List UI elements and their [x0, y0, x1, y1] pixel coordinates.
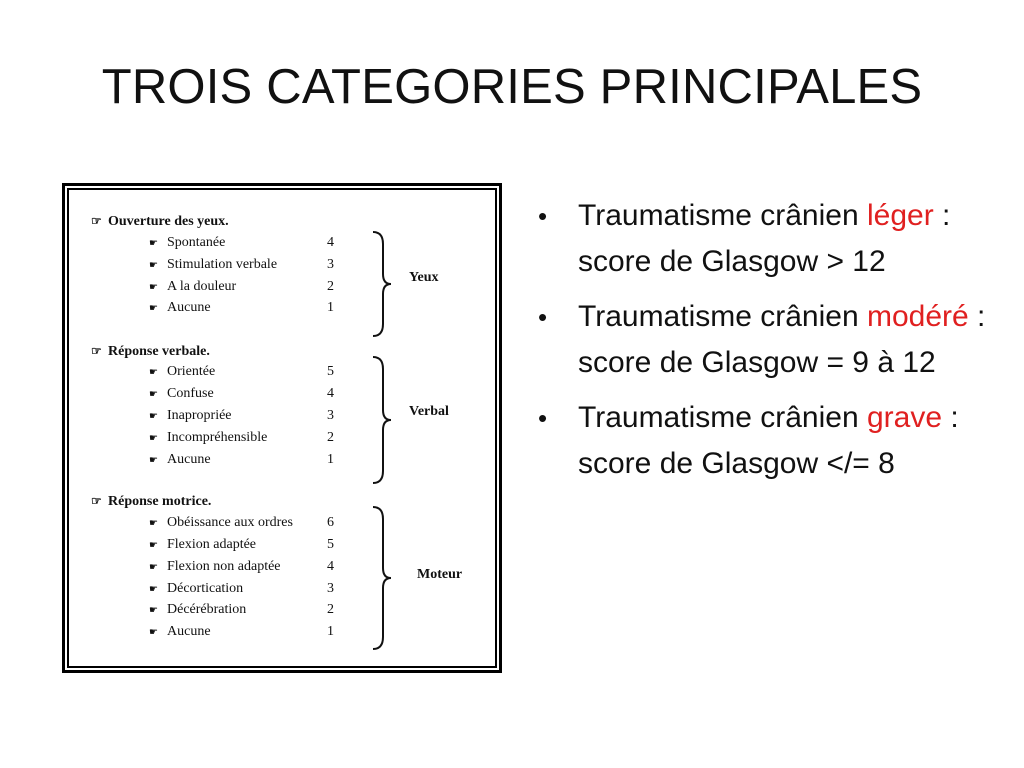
list-item: ☛ Aucune [149, 300, 211, 315]
section-heading-verbal: ☞ Réponse verbale. [91, 344, 210, 359]
hand-pointer-icon: ☛ [149, 627, 158, 638]
list-item: ☛ Décortication [149, 581, 244, 596]
pointer-icon: ☞ [91, 214, 102, 228]
bullet-item: • Traumatisme crânien grave : score de Glasgow </= 8 [538, 395, 988, 487]
pointer-icon: ☞ [91, 494, 102, 508]
bullet-item: • Traumatisme crânien léger : score de Glasgow > 12 [538, 193, 988, 285]
category-label-verbal: Verbal [409, 404, 449, 419]
bullet-icon: • [538, 302, 548, 332]
hand-pointer-icon: ☛ [149, 584, 158, 595]
hand-pointer-icon: ☛ [149, 411, 158, 422]
list-item: ☛ Flexion adaptée [149, 537, 257, 552]
score-value: 4 [327, 386, 334, 401]
hand-pointer-icon: ☛ [149, 518, 158, 529]
list-item: ☛ Inapropriée [149, 408, 232, 423]
hand-pointer-icon: ☛ [149, 433, 158, 444]
list-item: ☛ A la douleur [149, 279, 237, 294]
curly-brace-icon [369, 230, 393, 338]
bullet-icon: • [538, 403, 548, 433]
bullet-item: • Traumatisme crânien modéré : score de Glasgow = 9 à 12 [538, 294, 988, 386]
category-label-motor: Moteur [417, 567, 463, 582]
score-value: 1 [327, 624, 334, 639]
severity-highlight: grave [866, 401, 943, 434]
hand-pointer-icon: ☛ [149, 238, 158, 249]
score-value: 4 [327, 235, 334, 250]
score-value: 6 [327, 515, 334, 530]
list-item: ☛ Obéissance aux ordres [149, 515, 293, 530]
list-item: ☛ Confuse [149, 386, 214, 401]
bullet-icon: • [538, 201, 548, 231]
gcs-table [67, 188, 497, 668]
section-heading-motor: ☞ Réponse motrice. [91, 494, 212, 509]
list-item: ☛ Stimulation verbale [149, 257, 278, 272]
severity-highlight: modéré [866, 300, 969, 333]
score-value: 1 [327, 300, 334, 315]
list-item: ☛ Aucune [149, 624, 211, 639]
score-value: 3 [327, 257, 334, 272]
score-value: 2 [327, 602, 334, 617]
list-item: ☛ Orientée [149, 364, 216, 379]
hand-pointer-icon: ☛ [149, 367, 158, 378]
gcs-table-image [62, 183, 502, 673]
score-value: 4 [327, 559, 334, 574]
hand-pointer-icon: ☛ [149, 282, 158, 293]
severity-highlight: léger [866, 199, 934, 232]
hand-pointer-icon: ☛ [149, 540, 158, 551]
hand-pointer-icon: ☛ [149, 303, 158, 314]
list-item: ☛ Flexion non adaptée [149, 559, 281, 574]
list-item: ☛ Spontanée [149, 235, 226, 250]
section-heading-eyes: ☞ Ouverture des yeux. [91, 214, 229, 229]
list-item: ☛ Décérébration [149, 602, 247, 617]
hand-pointer-icon: ☛ [149, 455, 158, 466]
score-value: 2 [327, 279, 334, 294]
list-item: ☛ Incompréhensible [149, 430, 268, 445]
hand-pointer-icon: ☛ [149, 260, 158, 271]
hand-pointer-icon: ☛ [149, 389, 158, 400]
score-value: 5 [327, 364, 334, 379]
hand-pointer-icon: ☛ [149, 562, 158, 573]
score-value: 2 [327, 430, 334, 445]
list-item: ☛ Aucune [149, 452, 211, 467]
category-label-eyes: Yeux [409, 270, 439, 285]
pointer-icon: ☞ [91, 344, 102, 358]
hand-pointer-icon: ☛ [149, 605, 158, 616]
bullet-list [538, 193, 988, 496]
score-value: 3 [327, 581, 334, 596]
score-value: 1 [327, 452, 334, 467]
curly-brace-icon [369, 355, 393, 485]
score-value: 5 [327, 537, 334, 552]
score-value: 3 [327, 408, 334, 423]
slide-title: TROIS CATEGORIES PRINCIPALES [101, 60, 923, 114]
curly-brace-icon [369, 505, 393, 651]
